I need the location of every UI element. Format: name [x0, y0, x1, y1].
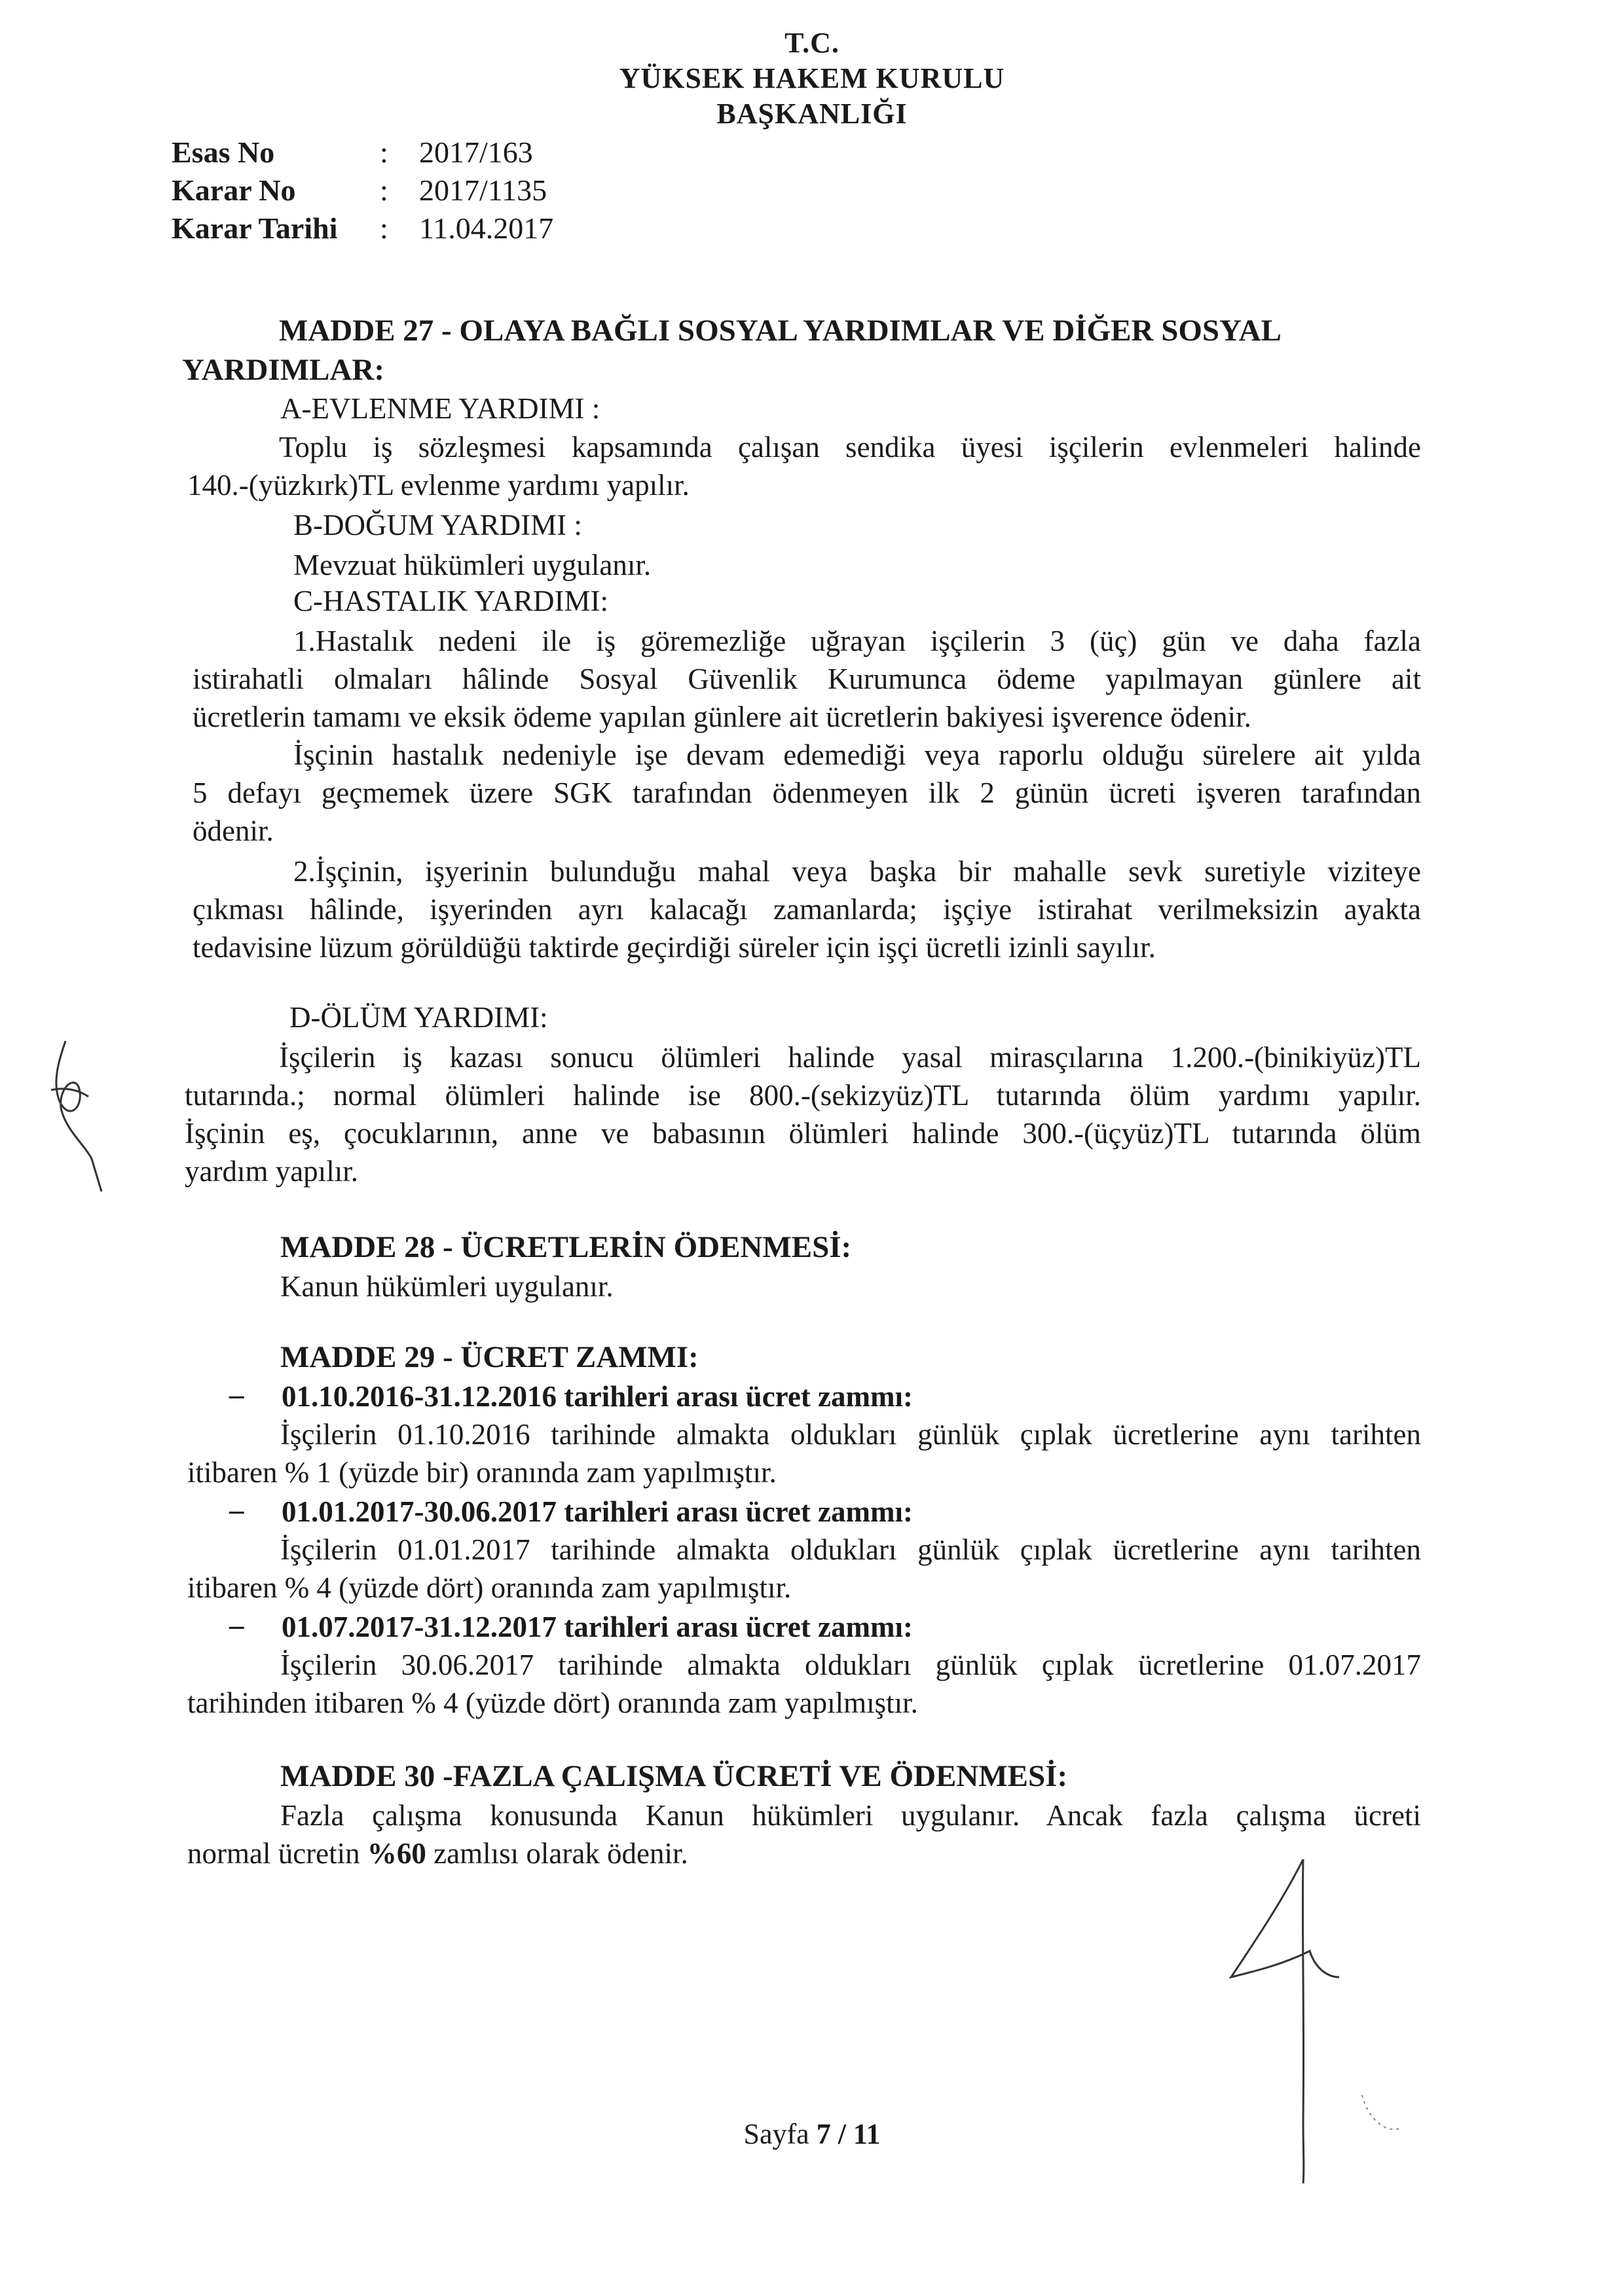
- madde27-title: MADDE 27 - OLAYA BAĞLI SOSYAL YARDIMLAR VE DİĞER SOSYAL: [279, 314, 1282, 348]
- page-number: 7 / 11: [816, 2118, 881, 2150]
- zam-period-3-heading: 01.07.2017-31.12.2017 tarihleri arası ücret zammı:: [282, 1611, 913, 1643]
- madde29-title: MADDE 29 - ÜCRET ZAMMI:: [280, 1340, 699, 1374]
- madde27-title-cont: YARDIMLAR:: [182, 353, 384, 387]
- hastalik-1-line2: istirahatli olmaları hâlinde Sosyal Güvenlik Kurumunca ödeme yapılmayan günlere ait: [193, 663, 1421, 695]
- hastalik-2-line2: çıkması hâlinde, işyerinden ayrı kalacağı zamanlarda; işçiye istirahat verilmeksizin ayakta: [193, 893, 1421, 926]
- meta-karar-no: [172, 173, 547, 208]
- zam-period-2-line1: İşçilerin 01.01.2017 tarihinde almakta oldukları günlük çıplak ücretlerine aynı tarihten: [280, 1533, 1421, 1566]
- meta-karar-tarihi: [172, 211, 553, 246]
- hastalik-1-line1: 1.Hastalık nedeni ile iş göremezliğe uğrayan işçilerin 3 (üç) gün ve daha fazla: [293, 625, 1421, 657]
- bullet-dash: –: [229, 1609, 244, 1641]
- hastalik-1b-line2: 5 defayı geçmemek üzere SGK tarafından ödenmeyen ilk 2 günün ücreti işveren tarafından: [193, 776, 1421, 809]
- bullet-dash: –: [229, 1378, 244, 1411]
- evlenme-text-1: Toplu iş sözleşmesi kapsamında çalışan sendika üyesi işçilerin evlenmeleri halinde: [279, 431, 1421, 464]
- hastalik-2-line1: 2.İşçinin, işyerinin bulunduğu mahal veya başka bir mahalle sevk suretiyle viziteye: [293, 855, 1421, 888]
- zam-period-1-line2: itibaren % 1 (yüzde bir) oranında zam yapılmıştır.: [187, 1456, 777, 1489]
- dogum-text: Mevzuat hükümleri uygulanır.: [293, 549, 652, 581]
- meta-separator: :: [380, 136, 388, 169]
- madde30-rate: %60: [367, 1837, 426, 1870]
- madde30-line2: [187, 1834, 688, 1872]
- header-tc: T.C.: [784, 27, 840, 59]
- madde28-title: MADDE 28 - ÜCRETLERİN ÖDENMESİ:: [280, 1230, 852, 1264]
- meta-value: 2017/163: [419, 136, 533, 169]
- madde30-title: MADDE 30 -FAZLA ÇALIŞMA ÜCRETİ VE ÖDENMESİ:: [280, 1759, 1068, 1793]
- hastalik-1-line3: ücretlerin tamamı ve eksik ödeme yapılan günlere ait ücretlerin bakiyesi işverence ödenir.: [193, 701, 1251, 733]
- bullet-dash: –: [229, 1493, 244, 1526]
- meta-value: 11.04.2017: [419, 211, 554, 245]
- evlenme-text-2: 140.-(yüzkırk)TL evlenme yardımı yapılır.: [187, 469, 690, 501]
- olum-line2: tutarında.; normal ölümleri halinde ise 800.-(sekizyüz)TL tutarında ölüm yardımı yapılır.: [185, 1079, 1421, 1112]
- hastalik-1b-line1: İşçinin hastalık nedeniyle işe devam edemediği veya raporlu olduğu sürelere ait yılda: [293, 738, 1421, 771]
- madde28-text: Kanun hükümleri uygulanır.: [280, 1270, 614, 1303]
- hastalik-1b-line3: ödenir.: [193, 814, 274, 847]
- madde30-line2-pre: normal ücretin: [187, 1837, 367, 1870]
- madde30-line2-post: zamlısı olarak ödenir.: [426, 1837, 688, 1870]
- zam-period-1-line1: İşçilerin 01.10.2016 tarihinde almakta oldukları günlük çıplak ücretlerine aynı tarihten: [280, 1418, 1421, 1451]
- zam-period-3-line1: İşçilerin 30.06.2017 tarihinde almakta oldukları günlük çıplak ücretlerine 01.07.2017: [280, 1649, 1421, 1681]
- olum-line3: İşçinin eş, çocuklarının, anne ve babasının ölümleri halinde 300.-(üçyüz)TL tutarında ölüm: [185, 1117, 1421, 1150]
- evlenme-title: A-EVLENME YARDIMI :: [280, 392, 600, 425]
- zam-period-1-heading: 01.10.2016-31.12.2016 tarihleri arası ücret zammı:: [282, 1380, 913, 1413]
- meta-label: Esas No: [172, 136, 275, 169]
- hastalik-2-line3: tedavisine lüzum görüldüğü taktirde geçirdiği süreler için işçi ücretli izinli sayılır.: [193, 931, 1156, 964]
- zam-period-2-heading: 01.01.2017-30.06.2017 tarihleri arası ücret zammı:: [282, 1495, 913, 1528]
- meta-separator: :: [380, 211, 388, 245]
- meta-label: Karar No: [172, 173, 296, 207]
- page-footer: [0, 2117, 1624, 2151]
- meta-label: Karar Tarihi: [172, 211, 338, 245]
- meta-value: 2017/1135: [419, 173, 547, 207]
- olum-line4: yardım yapılır.: [185, 1155, 358, 1188]
- zam-period-3-line2: tarihinden itibaren % 4 (yüzde dört) oranında zam yapılmıştır.: [187, 1686, 918, 1719]
- handwritten-initial-left: [39, 1034, 124, 1198]
- madde30-line1: Fazla çalışma konusunda Kanun hükümleri uygulanır. Ancak fazla çalışma ücreti: [280, 1799, 1421, 1832]
- meta-separator: :: [380, 173, 388, 207]
- dogum-title: B-DOĞUM YARDIMI :: [293, 509, 582, 541]
- olum-line1: İşçilerin iş kazası sonucu ölümleri halinde yasal mirasçılarına 1.200.-(binikiyüz)TL: [279, 1041, 1421, 1074]
- header-presidency: BAŞKANLIĞI: [716, 98, 908, 130]
- header-institution: YÜKSEK HAKEM KURULU: [619, 62, 1005, 94]
- hastalik-title: C-HASTALIK YARDIMI:: [293, 585, 608, 617]
- olum-title: D-ÖLÜM YARDIMI:: [289, 1001, 548, 1034]
- meta-esas-no: [172, 135, 533, 170]
- zam-period-2-line2: itibaren % 4 (yüzde dört) oranında zam yapılmıştır.: [187, 1571, 792, 1604]
- page-label: Sayfa: [743, 2118, 809, 2150]
